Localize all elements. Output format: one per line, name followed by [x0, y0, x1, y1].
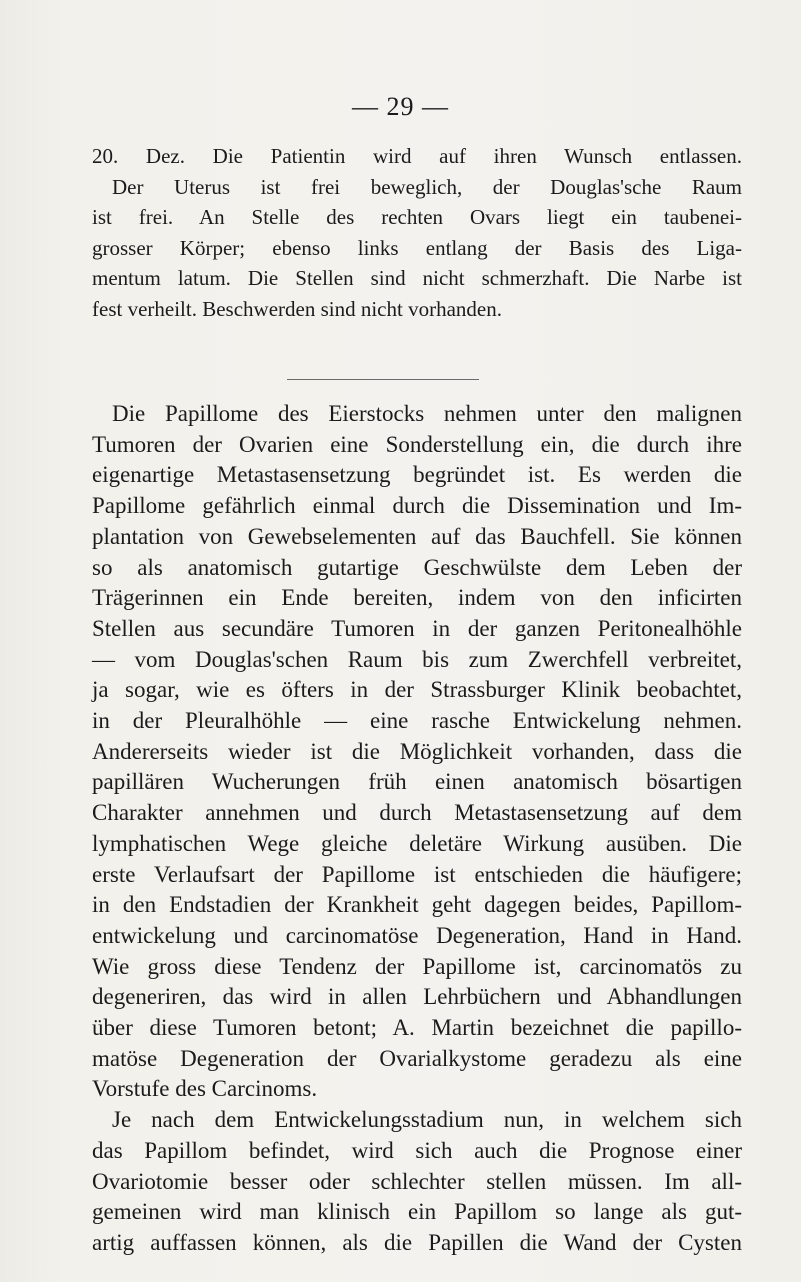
text-line: in der Pleuralhöhle — eine rasche Entwickelung nehmen.	[92, 708, 742, 734]
text-line: Je nach dem Entwickelungsstadium nun, in welchem sich	[112, 1107, 742, 1133]
text-line: Vorstufe des Carcinoms.	[92, 1076, 318, 1102]
case-note-paragraph	[92, 141, 742, 324]
text-line: Andererseits wieder ist die Möglichkeit vorhanden, dass die	[92, 738, 742, 764]
text-line: matöse Degeneration der Ovarialkystome geradezu als eine	[92, 1045, 742, 1071]
text-line: — vom Douglas'schen Raum bis zum Zwerchfell verbreitet,	[92, 646, 742, 672]
text-line: plantation von Gewebselementen auf das Bauchfell. Sie können	[92, 523, 742, 549]
text-line: eigenartige Metastasensetzung begründet ist. Es werden die	[92, 462, 742, 488]
page-number: — 29 —	[352, 92, 449, 121]
text-line: Die Papillome des Eierstocks nehmen unter den malignen	[112, 401, 742, 426]
text-line: mentum latum. Die Stellen sind nicht schmerzhaft. Die Narbe ist	[92, 266, 742, 290]
text-line: über diese Tumoren betont; A. Martin bezeichnet die papillo-	[92, 1015, 742, 1041]
text-line: Der Uterus ist frei beweglich, der Douglas'sche Raum	[112, 174, 742, 199]
text-line: Charakter annehmen und durch Metastasensetzung auf dem	[92, 800, 742, 826]
text-line: Stellen aus secundäre Tumoren in der ganzen Peritonealhöhle	[92, 615, 742, 641]
text-line: so als anatomisch gutartige Geschwülste dem Leben der	[92, 554, 742, 580]
text-line: gemeinen wird man klinisch ein Papillom so lange als gut-	[92, 1199, 742, 1225]
text-line: Ovariotomie besser oder schlechter stellen müssen. Im all-	[92, 1168, 742, 1194]
text-line: lymphatischen Wege gleiche deletäre Wirkung ausüben. Die	[92, 830, 742, 856]
text-line: ist frei. An Stelle des rechten Ovars liegt ein taubenei-	[92, 205, 742, 229]
text-line: grosser Körper; ebenso links entlang der Basis des Liga-	[92, 235, 742, 260]
text-line: erste Verlaufsart der Papillome ist entschieden die häufigere;	[92, 861, 742, 887]
text-line: degeneriren, das wird in allen Lehrbüchern und Abhandlungen	[92, 984, 742, 1010]
text-line: fest verheilt. Beschwerden sind nicht vorhanden.	[92, 296, 502, 321]
text-line: artig auffassen können, als die Papillen die Wand der Cysten	[92, 1229, 742, 1255]
text-line: entwickelung und carcinomatöse Degeneration, Hand in Hand.	[92, 922, 742, 948]
text-line: das Papillom befindet, wird sich auch die Prognose einer	[92, 1137, 742, 1163]
text-line: papillären Wucherungen früh einen anatomisch bösartigen	[92, 769, 742, 795]
main-paragraph	[92, 399, 742, 1259]
text-line: in den Endstadien der Krankheit geht dagegen beides, Papillom-	[92, 892, 742, 918]
text-line: Papillome gefährlich einmal durch die Dissemination und Im-	[92, 493, 742, 519]
section-divider	[287, 379, 479, 380]
text-line: Tumoren der Ovarien eine Sonderstellung ein, die durch ihre	[92, 431, 742, 457]
text-line: 20. Dez. Die Patientin wird auf ihren Wunsch entlassen.	[92, 144, 742, 168]
text-line: ja sogar, wie es öfters in der Strassburger Klinik beobachtet,	[92, 677, 742, 703]
text-line: Wie gross diese Tendenz der Papillome ist, carcinomatös zu	[92, 953, 742, 979]
text-line: Trägerinnen ein Ende bereiten, indem von den inficirten	[92, 585, 742, 611]
